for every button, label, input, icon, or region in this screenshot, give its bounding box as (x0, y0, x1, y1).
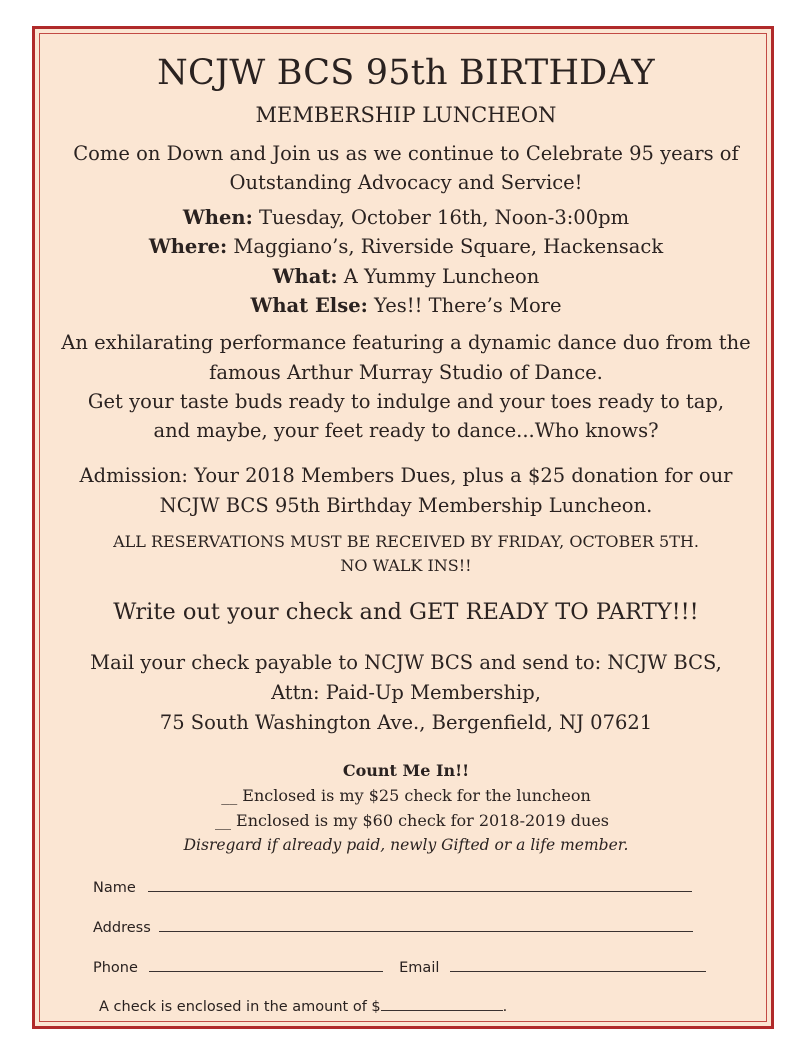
mail-line-2: Attn: Paid-Up Membership, (271, 681, 541, 704)
performance-line-1: An exhilarating performance featuring a dynamic dance duo from the (61, 331, 751, 354)
what-value: A Yummy Luncheon (337, 265, 540, 288)
detail-where (35, 235, 777, 258)
address-label: Address (93, 920, 151, 936)
flyer-frame (32, 26, 774, 1029)
party-line: Write out your check and GET READY TO PARTY!!! (113, 599, 699, 625)
check-amount-row (99, 996, 507, 1015)
phone-email-row (93, 957, 706, 976)
detail-when (35, 206, 777, 229)
performance-line-3: Get your taste buds ready to indulge and your toes ready to tap, (87, 390, 725, 413)
address-input-line[interactable] (159, 917, 693, 932)
where-value: Maggiano’s, Riverside Square, Hackensack (227, 235, 664, 258)
admission-line-1: Admission: Your 2018 Members Dues, plus a $25 donation for our (79, 464, 733, 487)
where-label: Where: (148, 235, 228, 258)
intro-line-2: Outstanding Advocacy and Service! (229, 171, 583, 194)
performance-line-2: famous Arthur Murray Studio of Dance. (209, 361, 603, 384)
name-field-row (93, 877, 692, 896)
intro-line-1: Come on Down and Join us as we continue to Celebrate 95 years of (73, 142, 739, 165)
email-label: Email (399, 960, 440, 976)
reservations-line-1: ALL RESERVATIONS MUST BE RECEIVED BY FRIDAY, OCTOBER 5TH. (113, 532, 699, 551)
name-label: Name (93, 880, 136, 896)
check-amount-label: A check is enclosed in the amount of $ (99, 999, 381, 1015)
performance-line-4: and maybe, your feet ready to dance...Who knows? (153, 419, 659, 442)
disregard-note: Disregard if already paid, newly Gifted or a life member. (183, 836, 629, 854)
email-input-line[interactable] (450, 957, 706, 972)
address-field-row (93, 917, 693, 936)
detail-what (35, 265, 777, 288)
reservations-line-2: NO WALK INS!! (340, 556, 472, 575)
when-label: When: (182, 206, 253, 229)
flyer-content (35, 29, 777, 1032)
what-else-label: What Else: (250, 294, 368, 317)
name-input-line[interactable] (148, 877, 692, 892)
detail-what-else (35, 294, 777, 317)
option-luncheon-check: __ Enclosed is my $25 check for the luncheon (221, 786, 591, 805)
flyer-subtitle: MEMBERSHIP LUNCHEON (255, 103, 557, 127)
when-value: Tuesday, October 16th, Noon-3:00pm (252, 206, 630, 229)
what-label: What: (272, 265, 338, 288)
phone-label: Phone (93, 960, 138, 976)
check-amount-input-line[interactable] (381, 996, 503, 1011)
flyer-title: NCJW BCS 95th BIRTHDAY (157, 53, 655, 93)
what-else-value: Yes!! There’s More (367, 294, 562, 317)
option-dues-check: __ Enclosed is my $60 check for 2018-2019 dues (214, 811, 610, 830)
count-me-in-heading: Count Me In!! (342, 761, 470, 780)
mail-line-1: Mail your check payable to NCJW BCS and send to: NCJW BCS, (90, 651, 722, 674)
admission-line-2: NCJW BCS 95th Birthday Membership Luncheon. (159, 494, 653, 517)
phone-input-line[interactable] (149, 957, 383, 972)
check-amount-period: . (502, 999, 508, 1015)
mail-line-3: 75 South Washington Ave., Bergenfield, NJ 07621 (159, 711, 653, 734)
